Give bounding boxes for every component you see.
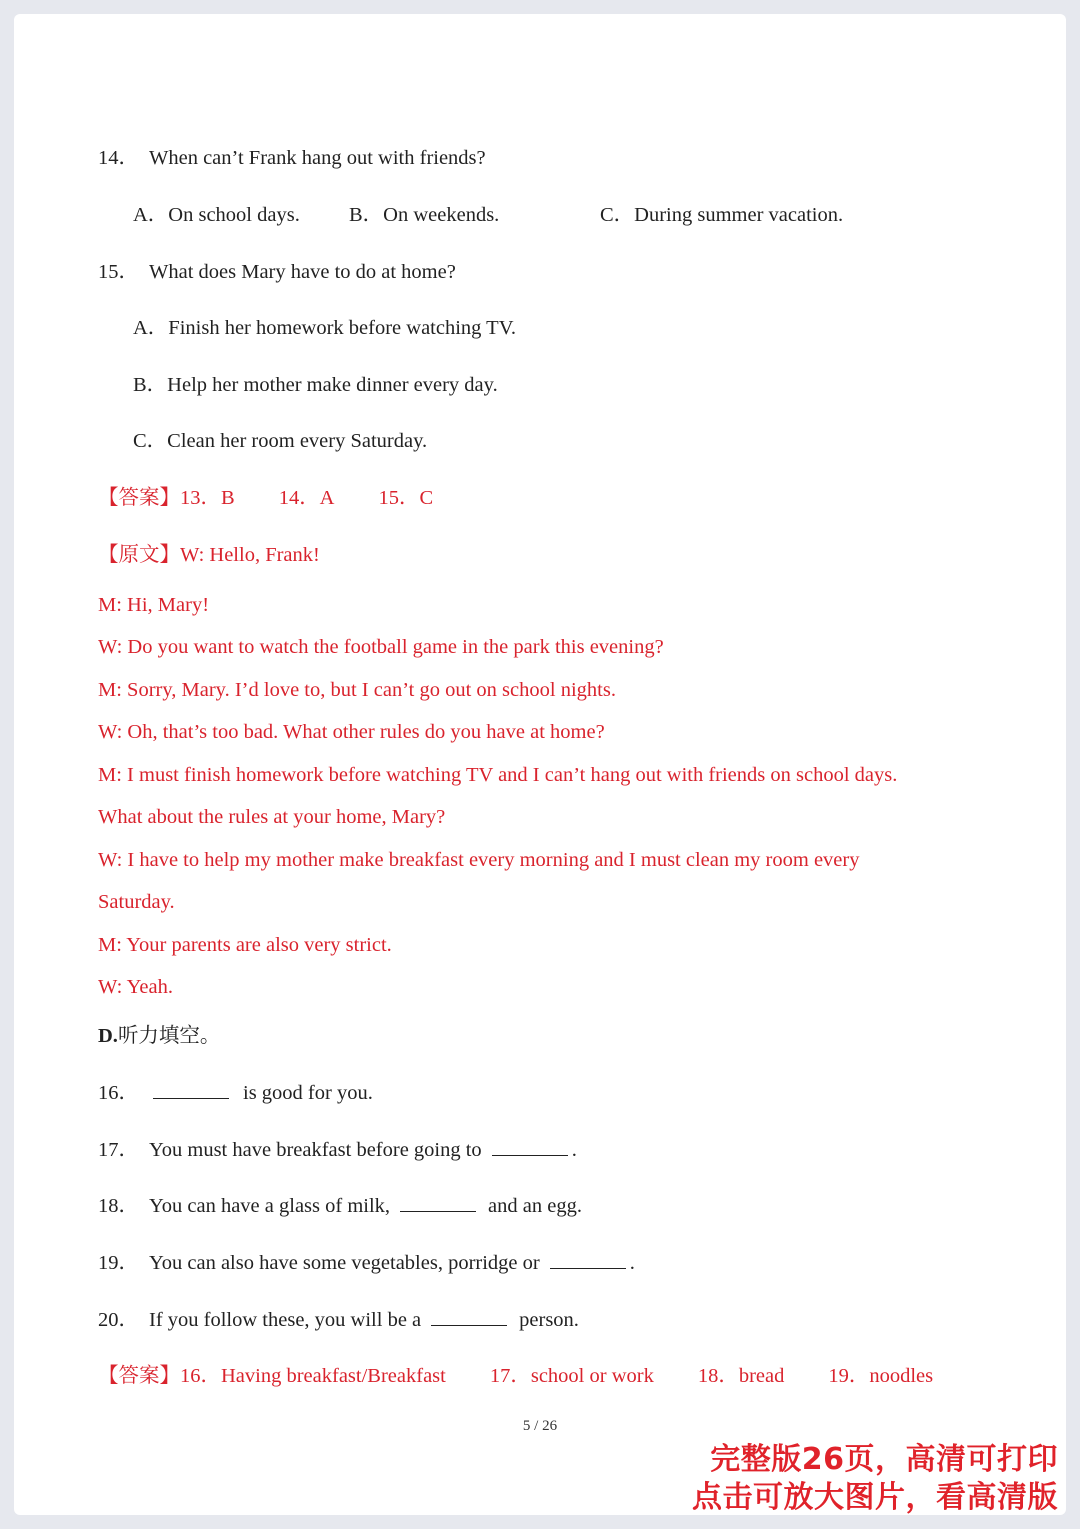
q14-option-c: C．During summer vacation. [600,204,844,226]
transcript-line-10: M: Your parents are also very strict. [98,934,392,956]
answer-key-1 [98,486,433,511]
q14-option-a: A．On school days. [133,204,300,226]
transcript-line-5: W: Oh, that’s too bad. What other rules do you have at home? [98,721,605,743]
answer-blank [153,1082,229,1099]
fill-question-18: 18． You can have a glass of milk, and an egg. [98,1195,582,1217]
answer-item: 18．bread [697,1365,785,1387]
question-14 [98,146,486,171]
answer-blank [400,1195,476,1212]
question-text: What does Mary have to do at home? [149,261,456,283]
section-d-heading [98,1024,220,1049]
answer-tag: 【答案】 [98,487,180,509]
answer-item: 17．school or work [489,1365,654,1387]
transcript-line-1: 【原文】W: Hello, Frank! [98,544,320,566]
q15-option-c: C．Clean her room every Saturday. [133,430,428,452]
transcript-line-11: W: Yeah. [98,976,173,998]
answer-item: 14．A [278,487,335,509]
transcript-line-9: Saturday. [98,891,175,913]
answer-item: 13．B [180,487,235,509]
answer-item: 19．noodles [828,1365,934,1387]
transcript-line-3: W: Do you want to watch the football game in the park this evening? [98,636,664,658]
q15-option-a: A．Finish her homework before watching TV. [133,317,516,339]
promo-line-1[interactable]: 完整版26页，高清可打印 [710,1442,1058,1477]
q15-option-b: B．Help her mother make dinner every day. [133,374,498,396]
page-number: 5 / 26 [522,1418,558,1434]
promo-line-2[interactable]: 点击可放大图片，看高清版 [692,1480,1058,1515]
fill-question-16: 16． is good for you. [98,1082,373,1104]
answer-item: 15．C [378,487,434,509]
question-number: 15． [98,261,139,283]
section-label: D. [98,1025,118,1047]
transcript-line-7: What about the rules at your home, Mary? [98,806,446,828]
transcript-line-4: M: Sorry, Mary. I’d love to, but I can’t go out on school nights. [98,679,616,701]
fill-question-17: 17． You must have breakfast before going to . [98,1139,577,1161]
answer-key-2 [98,1364,933,1389]
question-15 [98,260,456,285]
answer-blank [492,1139,568,1156]
transcript-line-2: M: Hi, Mary! [98,594,210,616]
transcript-line-6: M: I must finish homework before watching TV and I can’t hang out with friends on school days. [98,764,898,786]
transcript-line-8: W: I have to help my mother make breakfast every morning and I must clean my room every [98,849,860,871]
transcript-tag: 【原文】 [98,544,180,566]
answer-tag: 【答案】 [98,1365,180,1387]
question-text: When can’t Frank hang out with friends? [149,147,486,169]
answer-item: 16．Having breakfast/Breakfast [180,1365,446,1387]
section-title: 听力填空。 [117,1025,221,1047]
fill-question-19: 19． You can also have some vegetables, porridge or . [98,1252,635,1274]
answer-blank [431,1309,507,1326]
question-number: 14． [98,147,139,169]
fill-question-20: 20． If you follow these, you will be a person. [98,1309,579,1331]
q14-option-b: B．On weekends. [349,204,500,226]
answer-blank [550,1252,626,1269]
